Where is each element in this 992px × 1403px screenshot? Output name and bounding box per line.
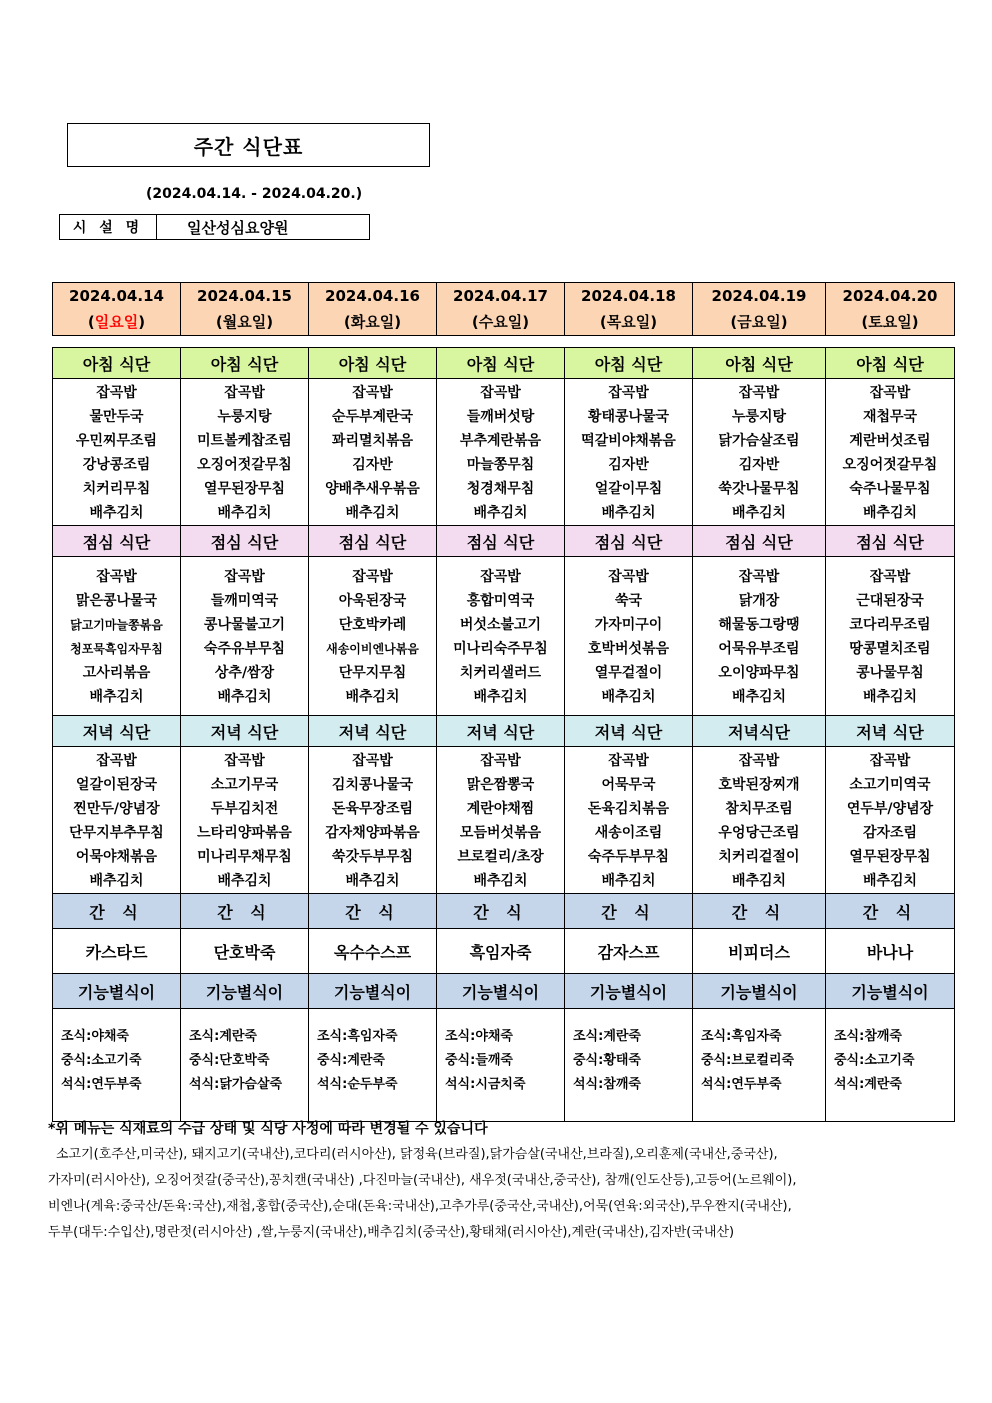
menu-item: 해물동그랑땡 — [718, 617, 800, 633]
menu-item: 미나리무채무침 — [197, 849, 292, 865]
breakfast-header: 아침 식단 — [693, 348, 826, 379]
snack-header: 간 식 — [565, 894, 693, 929]
functional-header: 기능별식이 — [437, 974, 565, 1009]
dinner-menu-cell — [309, 747, 437, 894]
notes-section — [48, 1118, 948, 1246]
menu-item: 어묵야채볶음 — [75, 849, 158, 865]
menu-item: 어묵무국 — [601, 777, 656, 793]
lunch-header: 점심 식단 — [565, 526, 693, 557]
menu-item: 배추김치 — [862, 505, 918, 521]
weekday-open: ( — [215, 313, 223, 331]
menu-item: 배추김치 — [473, 689, 528, 705]
menu-item: 잡곡밥 — [738, 385, 780, 401]
facility-box — [59, 214, 370, 240]
menu-item: 참치무조림 — [725, 801, 793, 817]
menu-item: 치커리무침 — [82, 481, 151, 497]
menu-item: 배추김치 — [89, 505, 144, 521]
menu-item: 누룽지탕 — [217, 409, 272, 425]
weekday-open: ( — [861, 313, 869, 331]
breakfast-menu-cell — [826, 379, 955, 526]
snack-row — [53, 929, 955, 974]
dinner-header: 저녁 식단 — [181, 716, 309, 747]
weekday — [565, 309, 692, 335]
menu-item: 우엉당근조림 — [718, 825, 800, 841]
weekday-close: ) — [780, 313, 788, 331]
lunch-menu-row — [53, 557, 955, 716]
menu-item: 청경채무침 — [466, 481, 535, 497]
menu-item: 홍합미역국 — [466, 593, 535, 609]
date-text: 2024.04.20 — [842, 287, 938, 305]
menu-item: 잡곡밥 — [480, 385, 521, 401]
dinner-menu-row — [53, 747, 955, 894]
dinner-header: 저녁 식단 — [309, 716, 437, 747]
menu-item: 배추김치 — [89, 873, 144, 889]
menu-item: 배추김치 — [731, 689, 787, 705]
lunch-menu-cell — [565, 557, 693, 716]
functional-item: 중식:브로컬리죽 — [701, 1053, 795, 1068]
menu-item: 순두부계란국 — [331, 409, 414, 425]
menu-item: 배추김치 — [345, 873, 400, 889]
menu-item: 고사리볶음 — [82, 665, 151, 681]
menu-item: 얼갈이무침 — [594, 481, 663, 497]
functional-item: 조식:참깨죽 — [834, 1029, 902, 1044]
dinner-header: 저녁 식단 — [565, 716, 693, 747]
functional-item: 조식:계란죽 — [189, 1029, 257, 1044]
weekday-close: ) — [266, 313, 274, 331]
functional-item: 석식:순두부죽 — [317, 1077, 398, 1092]
weekday-open: ( — [87, 313, 95, 331]
functional-item: 중식:황태죽 — [573, 1053, 641, 1068]
menu-item: 잡곡밥 — [869, 385, 911, 401]
weekday-close: ) — [138, 313, 146, 331]
menu-item: 치커리겉절이 — [718, 849, 800, 865]
functional-item: 석식:시금치죽 — [445, 1077, 526, 1092]
menu-item: 열무된장무침 — [849, 849, 931, 865]
menu-item: 쑥국 — [614, 593, 643, 609]
weekday-close: ) — [911, 313, 919, 331]
menu-item: 미나리숙주무침 — [453, 641, 548, 657]
breakfast-header-row — [53, 348, 955, 379]
menu-item: 배추김치 — [89, 689, 144, 705]
snack-item: 비피더스 — [693, 929, 826, 974]
menu-item: 부추계란볶음 — [459, 433, 542, 449]
functional-item: 중식:소고기죽 — [61, 1053, 142, 1068]
menu-item: 돈육김치볶음 — [587, 801, 670, 817]
dinner-menu-cell — [181, 747, 309, 894]
breakfast-header: 아침 식단 — [309, 348, 437, 379]
menu-item: 우민찌무조림 — [75, 433, 158, 449]
menu-item: 김자반 — [352, 457, 393, 473]
menu-item: 잡곡밥 — [608, 569, 649, 585]
menu-item: 돈육무장조림 — [331, 801, 414, 817]
functional-item: 중식:들깨죽 — [445, 1053, 513, 1068]
snack-item: 카스타드 — [53, 929, 181, 974]
menu-item: 계란버섯조림 — [849, 433, 931, 449]
menu-item: 얼갈이된장국 — [75, 777, 158, 793]
menu-item: 배추김치 — [345, 689, 400, 705]
menu-item: 잡곡밥 — [224, 385, 265, 401]
menu-item: 배추김치 — [731, 505, 787, 521]
menu-item: 잡곡밥 — [480, 753, 521, 769]
menu-item: 강낭콩조림 — [82, 457, 151, 473]
menu-item: 배추김치 — [601, 689, 656, 705]
weekday-open: ( — [343, 313, 351, 331]
snack-item: 바나나 — [826, 929, 955, 974]
menu-item: 쑥갓두부무침 — [331, 849, 414, 865]
origin-line: 가자미(러시아산), 오징어젓갈(중국산),꽁치캔(국내산) ,다진마늘(국내산), 새우젓(국내산,중국산), 참깨(인도산등),고등어(노르웨이), — [48, 1173, 797, 1188]
menu-item: 잡곡밥 — [224, 569, 265, 585]
menu-item: 마늘쫑무침 — [466, 457, 535, 473]
snack-header: 간 식 — [309, 894, 437, 929]
date-text: 2024.04.16 — [325, 287, 420, 305]
functional-cell — [826, 1009, 955, 1122]
menu-item: 버섯소불고기 — [459, 617, 542, 633]
menu-item: 잡곡밥 — [608, 385, 649, 401]
menu-item: 숙주유부무침 — [203, 641, 286, 657]
date-text: 2024.04.17 — [453, 287, 548, 305]
functional-item: 조식:야채죽 — [445, 1029, 513, 1044]
menu-item: 열무된장무침 — [203, 481, 286, 497]
functional-item: 석식:계란죽 — [834, 1077, 902, 1092]
date-header-table — [52, 282, 955, 336]
menu-item: 아욱된장국 — [338, 593, 407, 609]
menu-item: 땅콩멸치조림 — [849, 641, 931, 657]
dinner-menu-cell — [826, 747, 955, 894]
functional-header: 기능별식이 — [693, 974, 826, 1009]
menu-item: 황태콩나물국 — [587, 409, 670, 425]
menu-item: 콩나물불고기 — [203, 617, 286, 633]
menu-item: 누룽지탕 — [731, 409, 787, 425]
menu-item: 쑥갓나물무침 — [718, 481, 800, 497]
menu-item: 숙주나물무침 — [849, 481, 931, 497]
dinner-header: 저녁 식단 — [437, 716, 565, 747]
breakfast-menu-cell — [693, 379, 826, 526]
breakfast-menu-cell — [565, 379, 693, 526]
menu-item: 배추김치 — [217, 505, 272, 521]
functional-header: 기능별식이 — [826, 974, 955, 1009]
functional-cell — [565, 1009, 693, 1122]
facility-label: 시 설 명 — [60, 215, 157, 239]
menu-item: 잡곡밥 — [352, 385, 393, 401]
functional-row — [53, 1009, 955, 1122]
menu-item: 재첩무국 — [862, 409, 918, 425]
weekday-name: 수요일 — [478, 313, 523, 331]
origin-info — [48, 1142, 948, 1246]
date-cell — [309, 283, 437, 336]
functional-header: 기능별식이 — [565, 974, 693, 1009]
weekday — [437, 309, 564, 335]
menu-item: 배추김치 — [473, 873, 528, 889]
snack-header: 간 식 — [826, 894, 955, 929]
menu-item: 들깨미역국 — [210, 593, 279, 609]
menu-item: 배추김치 — [217, 873, 272, 889]
snack-item: 옥수수스프 — [309, 929, 437, 974]
lunch-menu-cell — [181, 557, 309, 716]
date-cell — [826, 283, 955, 336]
menu-item: 떡갈비야채볶음 — [581, 433, 676, 449]
date-cell — [565, 283, 693, 336]
functional-header: 기능별식이 — [309, 974, 437, 1009]
weekday-open: ( — [599, 313, 607, 331]
functional-item: 석식:연두부죽 — [701, 1077, 782, 1092]
weekday-name: 금요일 — [737, 313, 781, 331]
snack-header: 간 식 — [693, 894, 826, 929]
origin-line: 소고기(호주산,미국산), 돼지고기(국내산),코다리(러시아산), 닭정육(브라질),닭가슴살(국내산,브라질),오리훈제(국내산,중국산), — [56, 1147, 778, 1162]
lunch-menu-cell — [309, 557, 437, 716]
origin-line: 비엔나(계육:중국산/돈육:국산),재첩,홍합(중국산),순대(돈육:국내산),고추가루(중국산,국내산),어묵(연육:외국산),무우짠지(국내산), — [48, 1199, 792, 1214]
menu-item: 배추김치 — [862, 689, 918, 705]
weekday — [53, 309, 180, 335]
dinner-menu-cell — [53, 747, 181, 894]
menu-item: 물만두국 — [89, 409, 144, 425]
breakfast-menu-row — [53, 379, 955, 526]
lunch-menu-cell — [53, 557, 181, 716]
breakfast-header: 아침 식단 — [53, 348, 181, 379]
snack-item: 감자스프 — [565, 929, 693, 974]
menu-item: 모듬버섯볶음 — [459, 825, 542, 841]
functional-item: 조식:흑임자죽 — [701, 1029, 782, 1044]
weekday-name: 토요일 — [868, 313, 912, 331]
weekday-open: ( — [471, 313, 479, 331]
menu-item: 계란야채찜 — [466, 801, 535, 817]
menu-item: 두부김치전 — [210, 801, 279, 817]
menu-item: 청포묵흑임자무침 — [70, 642, 163, 656]
lunch-header: 점심 식단 — [826, 526, 955, 557]
functional-item: 중식:단호박죽 — [189, 1053, 270, 1068]
menu-item: 호박된장찌개 — [718, 777, 800, 793]
functional-item: 조식:흑임자죽 — [317, 1029, 398, 1044]
menu-item: 연두부/양념장 — [846, 801, 934, 817]
lunch-header: 점심 식단 — [53, 526, 181, 557]
functional-cell — [693, 1009, 826, 1122]
menu-item: 상추/쌈장 — [214, 665, 275, 681]
menu-item: 김치콩나물국 — [331, 777, 414, 793]
menu-item: 잡곡밥 — [608, 753, 649, 769]
weekday-close: ) — [650, 313, 658, 331]
lunch-header: 점심 식단 — [181, 526, 309, 557]
menu-item: 브로컬리/초장 — [457, 849, 544, 865]
menu-item: 근대된장국 — [856, 593, 924, 609]
dinner-header: 저녁식단 — [693, 716, 826, 747]
menu-item: 잡곡밥 — [738, 569, 780, 585]
menu-item: 배추김치 — [731, 873, 787, 889]
snack-item: 흑임자죽 — [437, 929, 565, 974]
menu-item: 숙주두부무침 — [587, 849, 670, 865]
menu-item: 느타리양파볶음 — [197, 825, 292, 841]
dinner-menu-cell — [693, 747, 826, 894]
dinner-menu-cell — [437, 747, 565, 894]
weekday-close: ) — [394, 313, 402, 331]
menu-table — [52, 347, 955, 1122]
date-cell — [181, 283, 309, 336]
menu-item: 잡곡밥 — [352, 569, 393, 585]
menu-item: 잡곡밥 — [869, 569, 911, 585]
menu-item: 배추김치 — [862, 873, 918, 889]
menu-item: 오이양파무침 — [718, 665, 800, 681]
breakfast-header: 아침 식단 — [181, 348, 309, 379]
date-cell — [437, 283, 565, 336]
weekday-name: 화요일 — [350, 313, 395, 331]
date-cell — [53, 283, 181, 336]
functional-header: 기능별식이 — [53, 974, 181, 1009]
functional-cell — [309, 1009, 437, 1122]
breakfast-menu-cell — [437, 379, 565, 526]
dinner-header-row — [53, 716, 955, 747]
menu-item: 열무겉절이 — [594, 665, 663, 681]
change-notice: *위 메뉴는 식재료의 수급 상태 및 식당 사정에 따라 변경될 수 있습니다 — [48, 1121, 488, 1137]
menu-item: 잡곡밥 — [96, 385, 137, 401]
menu-item: 미트볼케찹조림 — [197, 433, 292, 449]
menu-item: 잡곡밥 — [352, 753, 393, 769]
menu-item: 맑은짬뽕국 — [466, 777, 535, 793]
weekday-name: 월요일 — [222, 313, 267, 331]
functional-header-row — [53, 974, 955, 1009]
menu-item: 닭가슴살조림 — [718, 433, 800, 449]
menu-item: 잡곡밥 — [96, 569, 137, 585]
menu-item: 새송이비엔나볶음 — [326, 642, 419, 656]
functional-item: 석식:연두부죽 — [61, 1077, 142, 1092]
menu-item: 호박버섯볶음 — [587, 641, 670, 657]
functional-item: 석식:참깨죽 — [573, 1077, 641, 1092]
weekday-name: 일요일 — [94, 313, 139, 331]
menu-item: 새송이조림 — [594, 825, 663, 841]
menu-item: 배추김치 — [345, 505, 400, 521]
menu-item: 배추김치 — [473, 505, 528, 521]
menu-item: 배추김치 — [601, 505, 656, 521]
dinner-header: 저녁 식단 — [53, 716, 181, 747]
page-title: 주간 식단표 — [67, 123, 430, 167]
functional-item: 조식:계란죽 — [573, 1029, 641, 1044]
weekday-close: ) — [522, 313, 530, 331]
date-period: (2024.04.14. - 2024.04.20.) — [146, 186, 363, 202]
menu-item: 가자미구이 — [594, 617, 663, 633]
menu-item: 잡곡밥 — [869, 753, 911, 769]
menu-item: 배추김치 — [601, 873, 656, 889]
lunch-menu-cell — [437, 557, 565, 716]
lunch-menu-cell — [693, 557, 826, 716]
menu-item: 잡곡밥 — [224, 753, 265, 769]
snack-header: 간 식 — [181, 894, 309, 929]
menu-item: 콩나물무침 — [856, 665, 924, 681]
weekday-open: ( — [730, 313, 738, 331]
breakfast-header: 아침 식단 — [437, 348, 565, 379]
snack-item: 단호박죽 — [181, 929, 309, 974]
menu-item: 감자채양파볶음 — [325, 825, 420, 841]
breakfast-menu-cell — [53, 379, 181, 526]
date-text: 2024.04.14 — [69, 287, 164, 305]
functional-item: 중식:계란죽 — [317, 1053, 385, 1068]
snack-header-row — [53, 894, 955, 929]
menu-item: 들깨버섯탕 — [466, 409, 535, 425]
functional-item: 중식:소고기죽 — [834, 1053, 915, 1068]
functional-cell — [437, 1009, 565, 1122]
facility-name: 일산성심요양원 — [187, 218, 289, 237]
date-cell — [693, 283, 826, 336]
date-text: 2024.04.18 — [581, 287, 676, 305]
menu-item: 코다리무조림 — [849, 617, 931, 633]
menu-item: 김자반 — [738, 457, 780, 473]
menu-item: 꽈리멸치볶음 — [331, 433, 414, 449]
weekday — [181, 309, 308, 335]
breakfast-menu-cell — [309, 379, 437, 526]
menu-item: 잡곡밥 — [480, 569, 521, 585]
menu-item: 소고기미역국 — [849, 777, 931, 793]
menu-item: 잡곡밥 — [96, 753, 137, 769]
functional-cell — [181, 1009, 309, 1122]
dinner-menu-cell — [565, 747, 693, 894]
menu-item: 어묵유부조림 — [718, 641, 800, 657]
menu-item: 맑은콩나물국 — [75, 593, 158, 609]
lunch-header-row — [53, 526, 955, 557]
snack-header: 간 식 — [437, 894, 565, 929]
weekday — [309, 309, 436, 335]
menu-item: 단호박카레 — [338, 617, 407, 633]
functional-header: 기능별식이 — [181, 974, 309, 1009]
lunch-header: 점심 식단 — [309, 526, 437, 557]
menu-item: 배추김치 — [217, 689, 272, 705]
menu-item: 단무지부추무침 — [69, 825, 164, 841]
menu-item: 김자반 — [608, 457, 649, 473]
origin-line: 두부(대두:수입산),명란젓(러시아산) ,쌀,누룽지(국내산),배추김치(중국산),황태채(러시아산),계란(국내산),김자반(국내산) — [48, 1225, 735, 1240]
menu-item: 소고기무국 — [210, 777, 279, 793]
menu-item: 치커리샐러드 — [459, 665, 542, 681]
functional-item: 석식:닭가슴살죽 — [189, 1077, 283, 1092]
breakfast-header: 아침 식단 — [826, 348, 955, 379]
functional-cell — [53, 1009, 181, 1122]
breakfast-header: 아침 식단 — [565, 348, 693, 379]
date-row — [53, 283, 955, 336]
lunch-header: 점심 식단 — [693, 526, 826, 557]
menu-item: 감자조림 — [862, 825, 918, 841]
weekday — [826, 309, 954, 335]
dinner-header: 저녁 식단 — [826, 716, 955, 747]
date-text: 2024.04.15 — [197, 287, 292, 305]
snack-header: 간 식 — [53, 894, 181, 929]
weekday-name: 목요일 — [606, 313, 651, 331]
menu-item: 닭개장 — [738, 593, 780, 609]
functional-item: 조식:야채죽 — [61, 1029, 129, 1044]
menu-item: 오징어젓갈무침 — [197, 457, 292, 473]
breakfast-menu-cell — [181, 379, 309, 526]
menu-item: 단무지무침 — [338, 665, 407, 681]
menu-item: 오징어젓갈무침 — [842, 457, 938, 473]
lunch-header: 점심 식단 — [437, 526, 565, 557]
menu-item: 닭고기마늘쫑볶음 — [70, 618, 163, 632]
lunch-menu-cell — [826, 557, 955, 716]
menu-item: 잡곡밥 — [738, 753, 780, 769]
menu-item: 찐만두/양념장 — [73, 801, 160, 817]
weekday — [693, 309, 825, 335]
date-text: 2024.04.19 — [711, 287, 807, 305]
menu-item: 양배추새우볶음 — [325, 481, 420, 497]
